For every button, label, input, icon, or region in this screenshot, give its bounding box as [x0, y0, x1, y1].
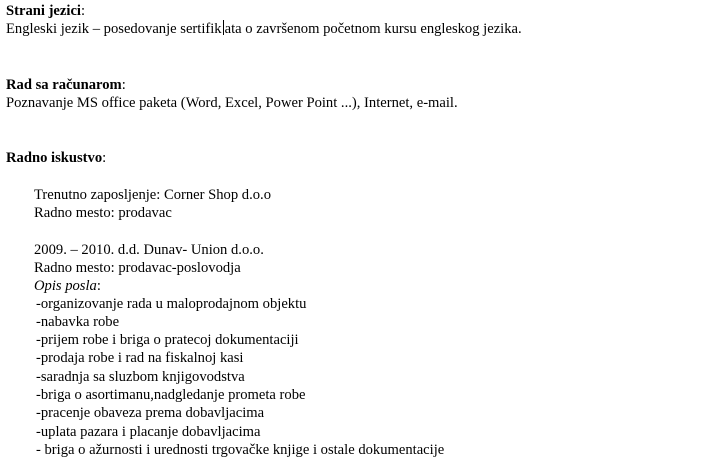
current-job: Trenutno zaposljenje: Corner Shop d.o.o: [34, 187, 271, 203]
current-position: Radno mesto: prodavac: [34, 205, 172, 221]
languages-text-part-2: ata o završenom početnom kursu engleskog jezika.: [224, 21, 522, 37]
duty-item: -briga o asortimanu,nadgledanje prometa robe: [36, 387, 306, 403]
duty-item: -saradnja sa sluzbom knjigovodstva: [36, 369, 245, 385]
computer-text: Poznavanje MS office paketa (Word, Excel, Power Point ...), Internet, e-mail.: [6, 95, 458, 111]
computer-heading: Rad sa računarom: [6, 77, 122, 93]
experience-heading: Radno iskustvo: [6, 150, 103, 166]
duties-label: Opis posla: [34, 278, 97, 294]
duty-item: -uplata pazara i placanje dobavljacima: [36, 424, 261, 440]
duty-item: - briga o ažurnosti i urednosti trgovačke knjige i ostale dokumentacije: [36, 442, 445, 458]
languages-heading: Strani jezici: [6, 3, 81, 19]
languages-text-part-1: Engleski jezik – posedovanje sertifik: [6, 21, 222, 37]
languages-text: [6, 20, 522, 38]
duty-item: -nabavka robe: [36, 314, 120, 330]
duty-item: -pracenje obaveza prema dobavljacima: [36, 405, 265, 421]
text-cursor: [223, 20, 224, 35]
past-position: Radno mesto: prodavac-poslovodja: [34, 260, 241, 276]
duty-item: -prijem robe i briga o pratecoj dokumentaciji: [36, 332, 299, 348]
languages-heading-line: Strani jezici:: [6, 3, 86, 19]
past-period: 2009. – 2010. d.d. Dunav- Union d.o.o.: [34, 242, 264, 258]
experience-heading-line: Radno iskustvo:: [6, 150, 107, 166]
duty-item: -organizovanje rada u maloprodajnom objektu: [36, 296, 307, 312]
computer-heading-line: Rad sa računarom:: [6, 77, 126, 93]
duty-item: -prodaja robe i rad na fiskalnoj kasi: [36, 350, 244, 366]
duties-label-line: Opis posla:: [34, 278, 101, 294]
